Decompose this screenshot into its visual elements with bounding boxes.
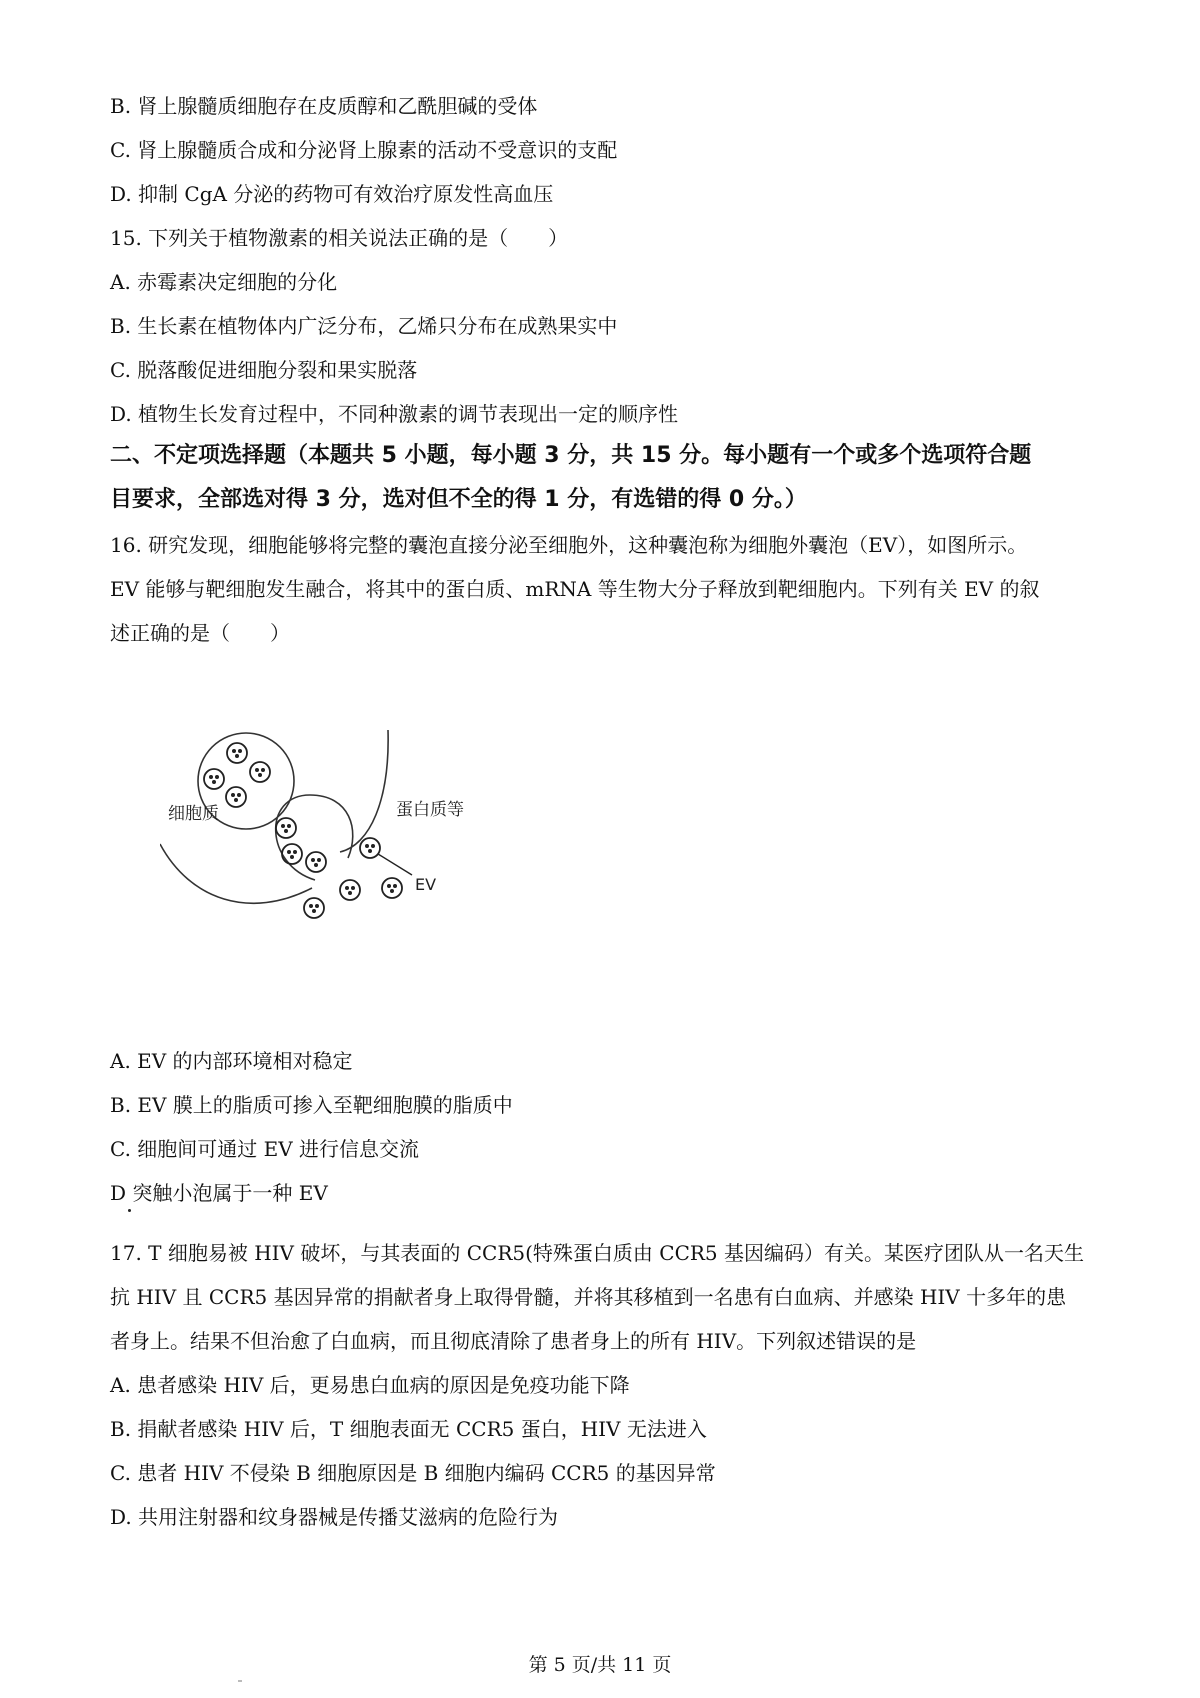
q17-option-c: C. 患者 HIV 不侵染 B 细胞原因是 B 细胞内编码 CCR5 的基因异常 [110, 1461, 716, 1485]
ev-particle-dot [387, 884, 391, 888]
page-footer: 第 5 页/共 11 页 [528, 1654, 672, 1676]
q17-option-a: A. 患者感染 HIV 后，更易患白血病的原因是免疫功能下降 [110, 1373, 630, 1397]
q16-option-d: D 突触小泡属于一种 EV [110, 1181, 328, 1205]
ev-particle-dot [234, 798, 238, 802]
q14-option-b: B. 肾上腺髓质细胞存在皮质醇和乙酰胆碱的受体 [110, 94, 538, 118]
ev-particle [340, 880, 360, 900]
ev-diagram [160, 730, 540, 1010]
q16-option-c: C. 细胞间可通过 EV 进行信息交流 [110, 1137, 420, 1161]
label-cytoplasm: 细胞质 [168, 804, 219, 824]
ev-particle-dot [314, 863, 318, 867]
ev-particle-dot [345, 886, 349, 890]
q15-option-b: B. 生长素在植物体内广泛分布，乙烯只分布在成熟果实中 [110, 314, 618, 338]
ev-particle-dot [390, 889, 394, 893]
q15-option-d: D. 植物生长发育过程中，不同种激素的调节表现出一定的顺序性 [110, 402, 679, 426]
ev-particle [250, 762, 270, 782]
ev-particle-dot [309, 904, 313, 908]
cell-membrane-right [340, 730, 388, 852]
ev-particle-dot [231, 793, 235, 797]
ev-particle-dot [237, 793, 241, 797]
q17-option-d: D. 共用注射器和纹身器械是传播艾滋病的危险行为 [110, 1505, 559, 1529]
label-protein: 蛋白质等 [396, 800, 464, 820]
ev-particle-dot [351, 886, 355, 890]
ev-particle [226, 787, 246, 807]
ev-particle-dot [368, 849, 372, 853]
ev-particle-dot [284, 829, 288, 833]
ev-particle-dot [212, 780, 216, 784]
ev-particle-dot [348, 891, 352, 895]
ev-particle-dot [287, 824, 291, 828]
q17-stem-line2: 抗 HIV 且 CCR5 基因异常的捐献者身上取得骨髓，并将其移植到一名患有白血病、并感染 HIV 十多年的患 [110, 1285, 1067, 1309]
ev-particle-dot [287, 850, 291, 854]
ev-particle-dot [281, 824, 285, 828]
q17-option-b: B. 捐献者感染 HIV 后，T 细胞表面无 CCR5 蛋白，HIV 无法进入 [110, 1417, 707, 1441]
q14-option-c: C. 肾上腺髓质合成和分泌肾上腺素的活动不受意识的支配 [110, 138, 618, 162]
ev-particle-dot [365, 844, 369, 848]
ev-particle-dot [315, 904, 319, 908]
ev-particle [382, 878, 402, 898]
q17-stem-line1: 17. T 细胞易被 HIV 破坏，与其表面的 CCR5(特殊蛋白质由 CCR5 基因编码）有关。某医疗团队从一名天生 [110, 1241, 1085, 1265]
ev-particle-dot [215, 775, 219, 779]
ev-particle-dot [209, 775, 213, 779]
q16-stem-line1: 16. 研究发现，细胞能够将完整的囊泡直接分泌至细胞外，这种囊泡称为细胞外囊泡（EV），如图所示。 [110, 533, 1028, 557]
q15-option-a: A. 赤霉素决定细胞的分化 [110, 270, 338, 294]
ev-particle-dot [311, 858, 315, 862]
q15-stem: 15. 下列关于植物激素的相关说法正确的是（ ） [110, 226, 569, 250]
ev-particle-dot [317, 858, 321, 862]
ev-particle-dot [232, 749, 236, 753]
ev-particle-dot [258, 773, 262, 777]
ev-particle [276, 818, 296, 838]
ev-particle-dot [235, 754, 239, 758]
q16-stem-line2: EV 能够与靶细胞发生融合，将其中的蛋白质、mRNA 等生物大分子释放到靶细胞内。下列有关 EV 的叙 [110, 577, 1040, 601]
ev-particle [204, 769, 224, 789]
section-heading-line2: 目要求，全部选对得 3 分，选对但不全的得 1 分，有选错的得 0 分。） [110, 487, 807, 512]
ev-particle [360, 838, 380, 858]
ev-leader-line [378, 854, 412, 875]
ev-particle-dot [290, 855, 294, 859]
ev-particle [304, 898, 324, 918]
faint-mark [238, 1680, 242, 1682]
ev-particle [227, 743, 247, 763]
ev-particle [282, 844, 302, 864]
q14-option-d: D. 抑制 CgA 分泌的药物可有效治疗原发性高血压 [110, 182, 554, 206]
ev-particle-dot [393, 884, 397, 888]
ev-particle-dot [255, 768, 259, 772]
ev-particle-dot [293, 850, 297, 854]
label-ev: EV [415, 875, 437, 894]
section-heading-line1: 二、不定项选择题（本题共 5 小题，每小题 3 分，共 15 分。每小题有一个或多个选项符合题 [110, 443, 1032, 468]
q17-stem-line3: 者身上。结果不但治愈了白血病，而且彻底清除了患者身上的所有 HIV。下列叙述错误的是 [110, 1329, 917, 1353]
ev-particle [306, 852, 326, 872]
q16-option-b: B. EV 膜上的脂质可掺入至靶细胞膜的脂质中 [110, 1093, 513, 1117]
stray-dot [128, 1209, 131, 1212]
q16-stem-line3: 述正确的是（ ） [110, 621, 290, 645]
q15-option-c: C. 脱落酸促进细胞分裂和果实脱落 [110, 358, 418, 382]
ev-particle-dot [238, 749, 242, 753]
ev-particle-dot [261, 768, 265, 772]
ev-particle-dot [312, 909, 316, 913]
ev-particle-dot [371, 844, 375, 848]
q16-option-a: A. EV 的内部环境相对稳定 [110, 1049, 353, 1073]
